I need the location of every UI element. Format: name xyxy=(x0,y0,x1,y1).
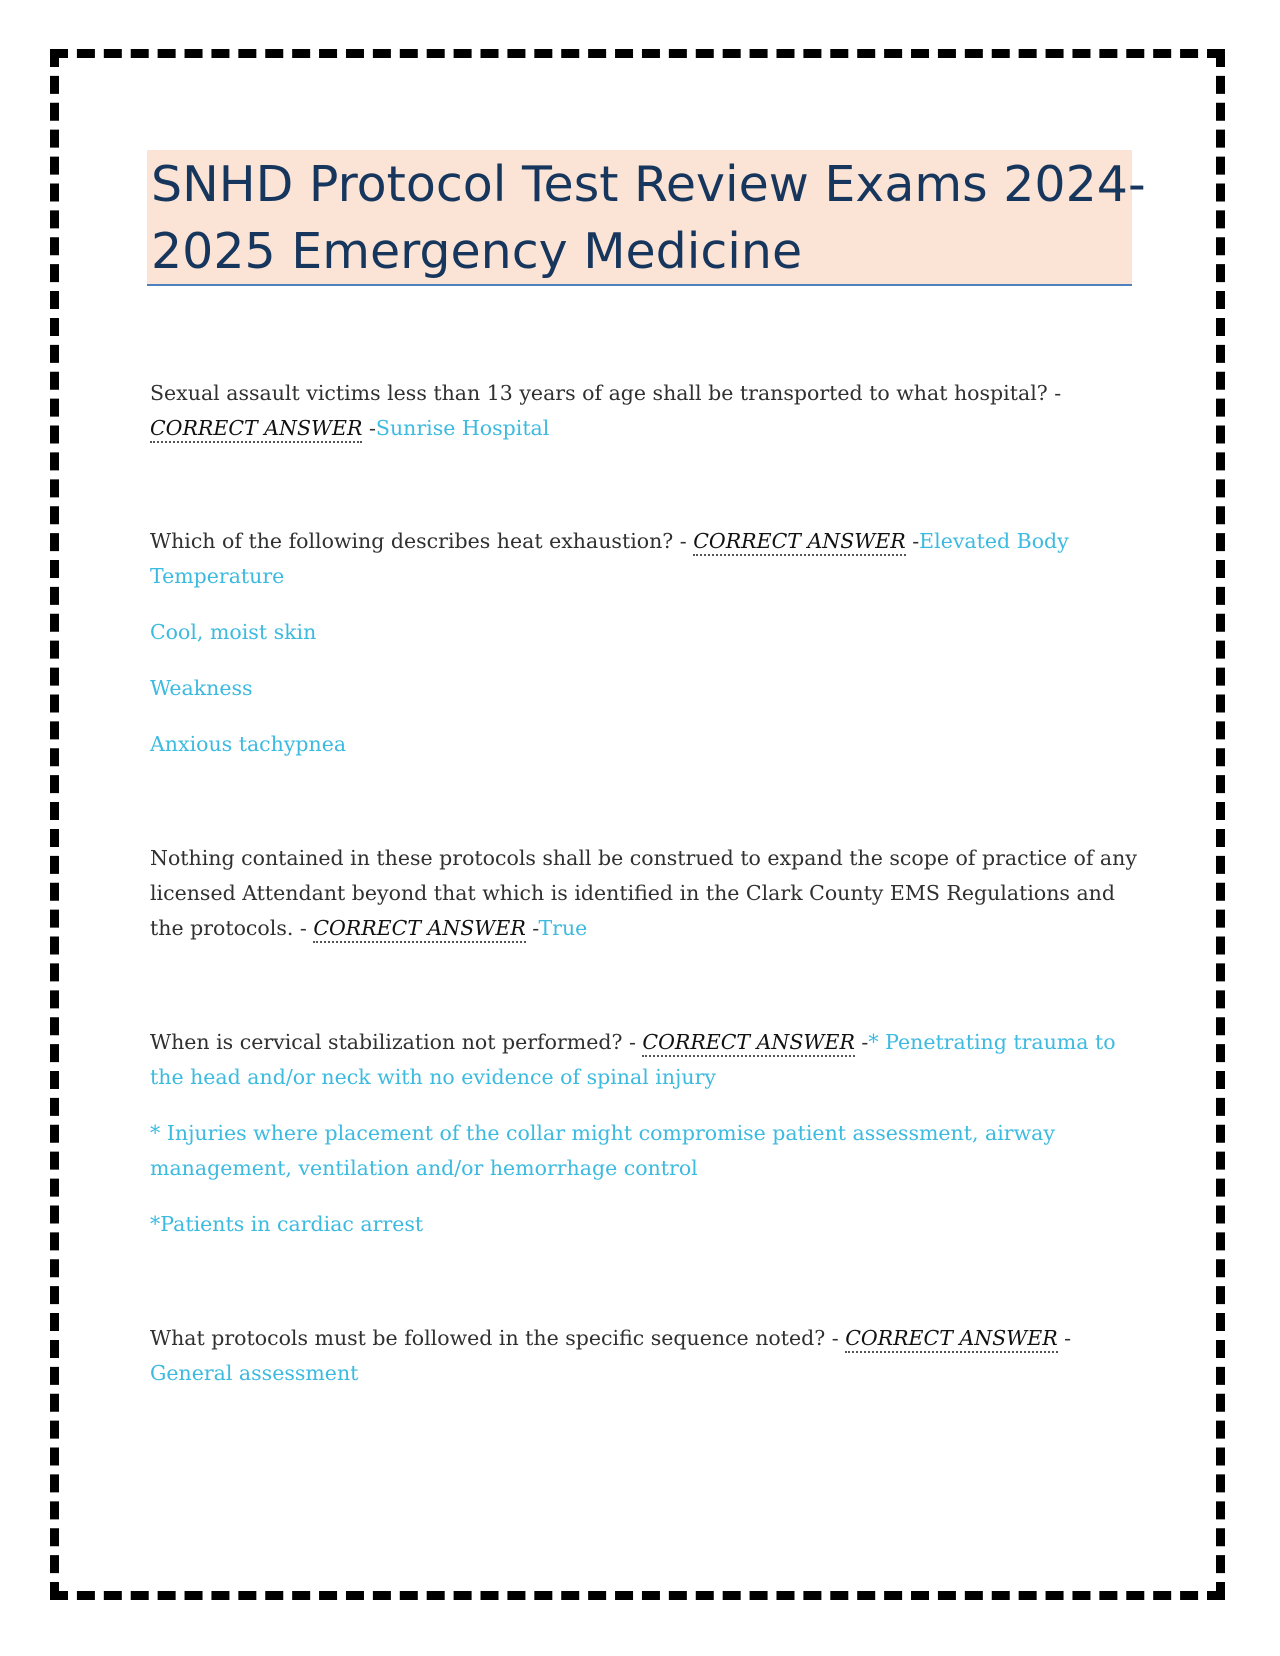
q2-answer-item: Weakness xyxy=(150,676,253,700)
q2-question-line: Which of the following describes heat exhaustion? - CORRECT ANSWER -Elevated Body xyxy=(150,531,1069,552)
correct-answer-label: CORRECT ANSWER xyxy=(642,1030,854,1057)
q4-answer-start: * Penetrating trauma to xyxy=(868,1030,1116,1054)
q1-answer: Sunrise Hospital xyxy=(375,416,550,440)
correct-answer-label: CORRECT ANSWER xyxy=(150,416,362,443)
q1-question: Sexual assault victims less than 13 years of age shall be transported to what hospital? - xyxy=(150,381,1062,405)
q4-answer-item-3: *Patients in cardiac arrest xyxy=(150,1212,424,1236)
q2-answer-start: Elevated Body xyxy=(919,529,1069,553)
q4-answer-item-2-line-1: * Injuries where placement of the collar might compromise patient assessment, airway xyxy=(150,1121,1055,1145)
correct-answer-label: CORRECT ANSWER xyxy=(845,1326,1057,1353)
document-title-line-1: SNHD Protocol Test Review Exams 2024- xyxy=(151,156,1146,213)
correct-answer-label: CORRECT ANSWER xyxy=(313,916,525,943)
q4-answer-item-2-line-2: management, ventilation and/or hemorrhage control xyxy=(150,1156,698,1180)
q5-question: What protocols must be followed in the specific sequence noted? - xyxy=(150,1326,846,1350)
q5-answer: General assessment xyxy=(150,1361,359,1385)
q2-answer-continuation: Temperature xyxy=(150,564,285,588)
q3-question-line-2: licensed Attendant beyond that which is identified in the Clark County EMS Regulations and xyxy=(150,881,1116,905)
q3-answer-line: the protocols. - CORRECT ANSWER -True xyxy=(150,918,587,939)
q5-question-line: What protocols must be followed in the specific sequence noted? - CORRECT ANSWER - xyxy=(150,1328,1071,1349)
q4-answer-continuation: the head and/or neck with no evidence of spinal injury xyxy=(150,1065,716,1089)
correct-answer-label: CORRECT ANSWER xyxy=(693,529,905,556)
q2-question: Which of the following describes heat exhaustion? - xyxy=(150,529,694,553)
q2-answer-item: Cool, moist skin xyxy=(150,620,317,644)
q3-question-line-3: the protocols. - xyxy=(150,916,314,940)
title-block xyxy=(147,150,1146,286)
q2-answer-item: Anxious tachypnea xyxy=(150,732,347,756)
q1-answer-line: CORRECT ANSWER -Sunrise Hospital xyxy=(150,418,549,439)
q4-question: When is cervical stabilization not performed? - xyxy=(150,1030,643,1054)
q3-answer: True xyxy=(538,916,588,940)
document-title-line-2: 2025 Emergency Medicine xyxy=(151,223,803,280)
q3-question-line-1: Nothing contained in these protocols shall be construed to expand the scope of practice of any xyxy=(150,846,1137,870)
q4-question-line: When is cervical stabilization not performed? - CORRECT ANSWER -* Penetrating trauma to xyxy=(150,1032,1116,1053)
